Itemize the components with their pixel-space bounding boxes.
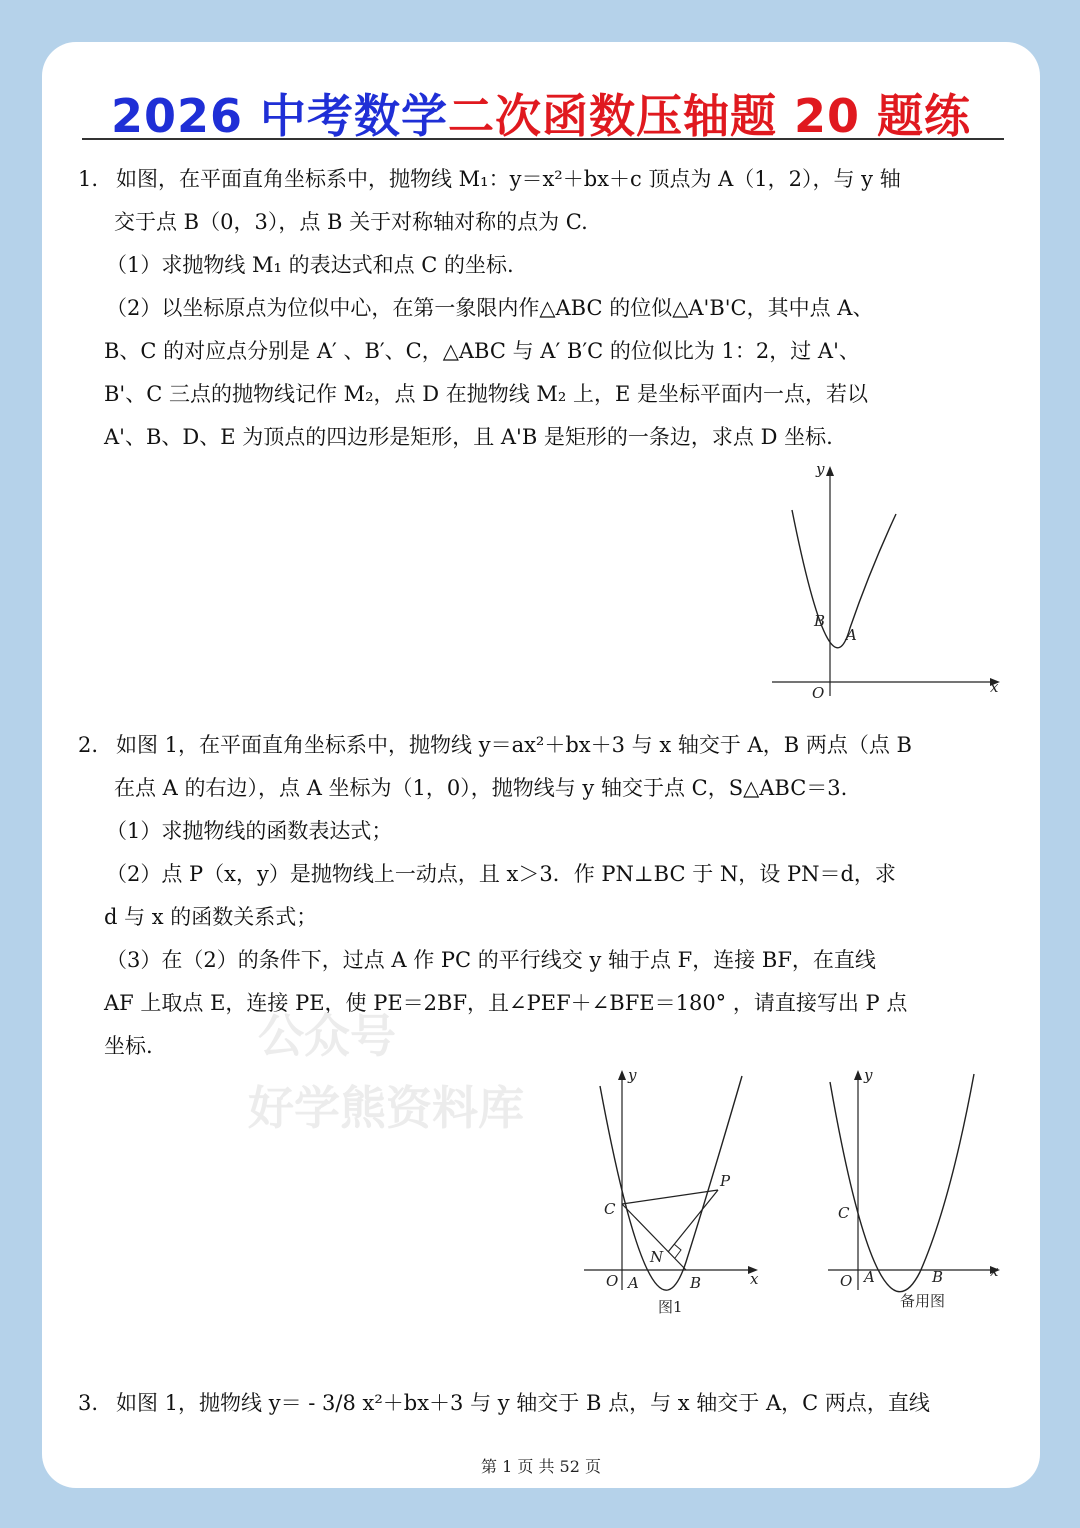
q2f1-label-a: A [628,1274,639,1292]
q1-part1: （1）求抛物线 M₁ 的表达式和点 C 的坐标. [106,253,514,277]
q2-line1 [78,724,912,767]
q2-part3-line3: 坐标. [104,1034,153,1058]
page-title [42,80,1040,146]
q2-figure1 [580,1066,770,1316]
q2f1-label-c: C [604,1200,616,1218]
q2-figure2 [824,1066,1014,1316]
q1-label-a: A [846,626,857,644]
watermark-line2: 好学熊资料库 [248,1081,524,1135]
q2f2-label-y: y [864,1066,873,1084]
q1-part2-line1: （2）以坐标原点为位似中心，在第一象限内作△ABC 的位似△A'B'C，其中点 A、 [106,296,874,320]
q2-line2: 在点 A 的右边），点 A 坐标为（1，0），抛物线与 y 轴交于点 C，S△ABC＝3. [114,776,848,800]
q1-figure [770,460,1006,702]
q3-text-line1: 如图 1，抛物线 y＝ - 3/8 x²＋bx＋3 与 y 轴交于 B 点，与 x 轴交于 A，C 两点，直线 [116,1391,930,1415]
q2-number: 2. [78,733,99,757]
q2f1-label-n: N [650,1248,664,1266]
q2f2-y-arrow-icon [854,1070,862,1080]
page-footer: 第 1 页 共 52 页 [481,1457,601,1476]
q3-number: 3. [78,1391,99,1415]
q1-parabola [792,510,896,648]
q2f2-parabola [830,1074,974,1292]
title-underline [82,138,1004,140]
q1-line1 [78,158,901,201]
q2f1-label-o: O [606,1272,619,1290]
q2f1-y-arrow-icon [618,1070,626,1080]
q2f1-label-b: B [690,1274,702,1292]
q2f2-label-x: x [990,1262,999,1280]
document-page [42,42,1040,1488]
q2f2-label-b: B [932,1268,944,1286]
title-part-red: 二次函数压轴题 20 题练 [448,89,972,143]
q2f1-label-p: P [720,1172,731,1190]
q1-label-x: x [990,678,999,696]
q2f1-line-pn [668,1190,718,1252]
q2f2-caption: 备用图 [900,1292,946,1310]
q2f2-label-a: A [864,1268,875,1286]
q2f1-right-angle-mark [674,1244,681,1258]
watermark-line1: 公众号 [258,1009,396,1063]
q2f1-line-cp [622,1190,718,1204]
q2f2-label-c: C [838,1204,850,1222]
q2-text-line1: 如图 1，在平面直角坐标系中，抛物线 y＝ax²＋bx＋3 与 x 轴交于 A，B 两点（点 B [116,733,912,757]
q2-part2-line2: d 与 x 的函数关系式； [104,905,318,929]
q2-part3-line2: AF 上取点 E，连接 PE，使 PE＝2BF，且∠PEF＋∠BFE＝180° ，请直接写出 P 点 [104,991,908,1015]
q2f1-label-x: x [750,1270,759,1288]
title-part-blue: 2026 中考数学 [110,89,448,143]
q2-part1: （1）求抛物线的函数表达式； [106,819,393,843]
q1-label-b: B [814,612,826,630]
q1-part2-line4: A'、B、D、E 为顶点的四边形是矩形，且 A'B 是矩形的一条边，求点 D 坐标. [104,425,833,449]
q1-part2-line2: B、C 的对应点分别是 A′ 、B′、C，△ABC 与 A′ B′C 的位似比为 1：2，过 A'、 [104,339,860,363]
q1-label-o: O [812,684,825,702]
q1-label-y: y [816,460,825,478]
q1-part2-line3: B'、C 三点的抛物线记作 M₂，点 D 在抛物线 M₂ 上，E 是坐标平面内一点，若以 [104,382,869,406]
q1-line2: 交于点 B（0，3），点 B 关于对称轴对称的点为 C. [114,210,588,234]
q3-line1 [78,1382,930,1425]
q2f1-caption: 图1 [658,1298,683,1316]
q2f2-label-o: O [840,1272,853,1290]
q2-part2-line1: （2）点 P（x，y）是抛物线上一动点，且 x＞3．作 PN⊥BC 于 N，设 PN＝d，求 [106,862,896,886]
q2-part3-line1: （3）在（2）的条件下，过点 A 作 PC 的平行线交 y 轴于点 F，连接 BF，在直线 [106,948,876,972]
q2f1-label-y: y [628,1066,637,1084]
q1-y-arrow-icon [826,466,834,476]
q1-text-line1: 如图，在平面直角坐标系中，抛物线 M₁：y＝x²＋bx＋c 顶点为 A（1，2），与 y 轴 [116,167,901,191]
q1-number: 1. [78,167,99,191]
